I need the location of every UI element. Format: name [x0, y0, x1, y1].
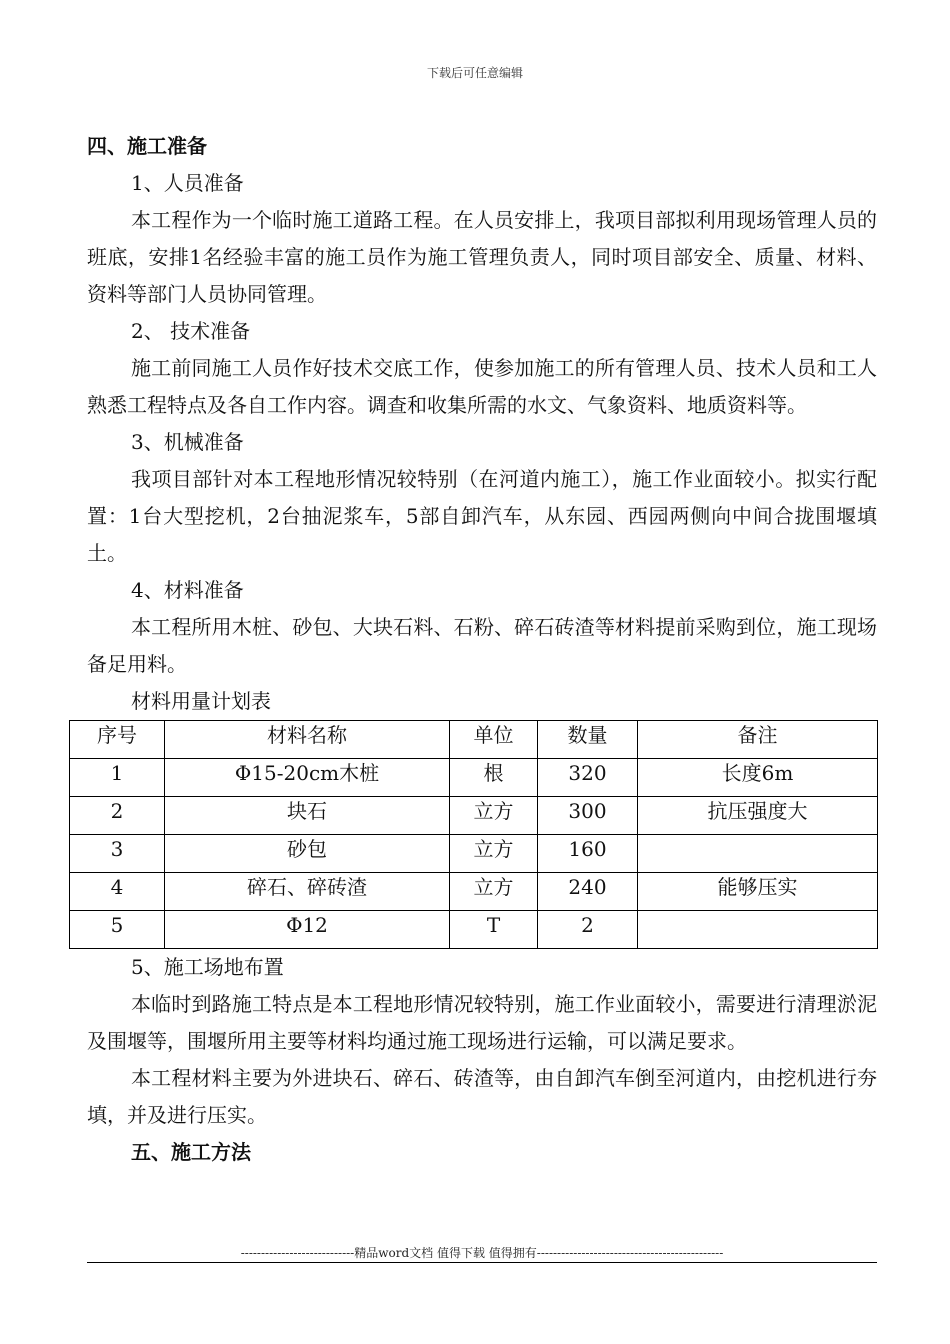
table-cell: 2: [538, 911, 638, 949]
table-cell: Φ12: [165, 911, 450, 949]
item-5-paragraph-1: 本临时到路施工特点是本工程地形情况较特别，施工作业面较小，需要进行清理淤泥及围堰等，围堰所用主要等材料均通过施工现场进行运输，可以满足要求。: [87, 992, 877, 1053]
header-cell: 备注: [638, 721, 878, 759]
header-cell: 序号: [70, 721, 165, 759]
table-row: [70, 873, 878, 911]
item-3-heading: 3、机械准备: [131, 430, 244, 454]
item-1-paragraph: 本工程作为一个临时施工道路工程。在人员安排上，我项目部拟利用现场管理人员的班底，安排1名经验丰富的施工员作为施工管理负责人，同时项目部安全、质量、材料、资料等部门人员协同管理。: [87, 208, 877, 306]
table-cell: 根: [450, 759, 538, 797]
table-cell: 碎石、碎砖渣: [165, 873, 450, 911]
header-cell: 材料名称: [165, 721, 450, 759]
table-cell: 能够压实: [638, 873, 878, 911]
table-cell: 5: [70, 911, 165, 949]
table-cell: 长度6m: [638, 759, 878, 797]
header-cell: 单位: [450, 721, 538, 759]
header-note: 下载后可任意编辑: [426, 66, 523, 80]
header-cell: 数量: [538, 721, 638, 759]
table-cell: 立方: [450, 873, 538, 911]
table-caption: 材料用量计划表: [131, 689, 271, 713]
table-cell: 立方: [450, 797, 538, 835]
table-row: [70, 759, 878, 797]
item-4-heading: 4、材料准备: [131, 578, 244, 602]
table-cell: 抗压强度大: [638, 797, 878, 835]
table-cell: 立方: [450, 835, 538, 873]
table-cell: 320: [538, 759, 638, 797]
item-2-paragraph: 施工前同施工人员作好技术交底工作，使参加施工的所有管理人员、技术人员和工人熟悉工程特点及各自工作内容。调查和收集所需的水文、气象资料、地质资料等。: [87, 356, 877, 417]
section-5-title: 五、施工方法: [131, 1140, 251, 1164]
table-header-row: [70, 721, 878, 759]
table-cell: 块石: [165, 797, 450, 835]
materials-table: [69, 720, 878, 949]
item-2-heading: 2、 技术准备: [131, 319, 251, 343]
table-row: [70, 835, 878, 873]
table-cell: 砂包: [165, 835, 450, 873]
table-cell: 3: [70, 835, 165, 873]
table-cell: 1: [70, 759, 165, 797]
table-cell: 2: [70, 797, 165, 835]
item-4-paragraph: 本工程所用木桩、砂包、大块石料、石粉、碎石砖渣等材料提前采购到位，施工现场备足用料。: [87, 615, 877, 676]
footer-rule: [87, 1262, 877, 1263]
table-cell: Φ15-20cm木桩: [165, 759, 450, 797]
item-5-paragraph-2: 本工程材料主要为外进块石、碎石、砖渣等，由自卸汽车倒至河道内，由挖机进行夯填，并及进行压实。: [87, 1066, 877, 1127]
item-3-paragraph: 我项目部针对本工程地形情况较特别（在河道内施工），施工作业面较小。拟实行配置：1台大型挖机，2台抽泥浆车，5部自卸汽车，从东园、西园两侧向中间合拢围堰填土。: [87, 467, 877, 565]
footer-note: ----------------------------精品word文档 值得下载 值得拥有----------------------------------------------: [240, 1246, 724, 1260]
table-cell: 300: [538, 797, 638, 835]
item-5-heading: 5、施工场地布置: [131, 955, 284, 979]
table-cell: [638, 911, 878, 949]
table-cell: 240: [538, 873, 638, 911]
table-cell: 4: [70, 873, 165, 911]
table-row: [70, 797, 878, 835]
document-body: [87, 128, 877, 1171]
table-cell: [638, 835, 878, 873]
table-cell: 160: [538, 835, 638, 873]
item-1-heading: 1、人员准备: [131, 171, 244, 195]
table-row: [70, 911, 878, 949]
section-4-title: 四、施工准备: [87, 134, 207, 158]
table-cell: T: [450, 911, 538, 949]
